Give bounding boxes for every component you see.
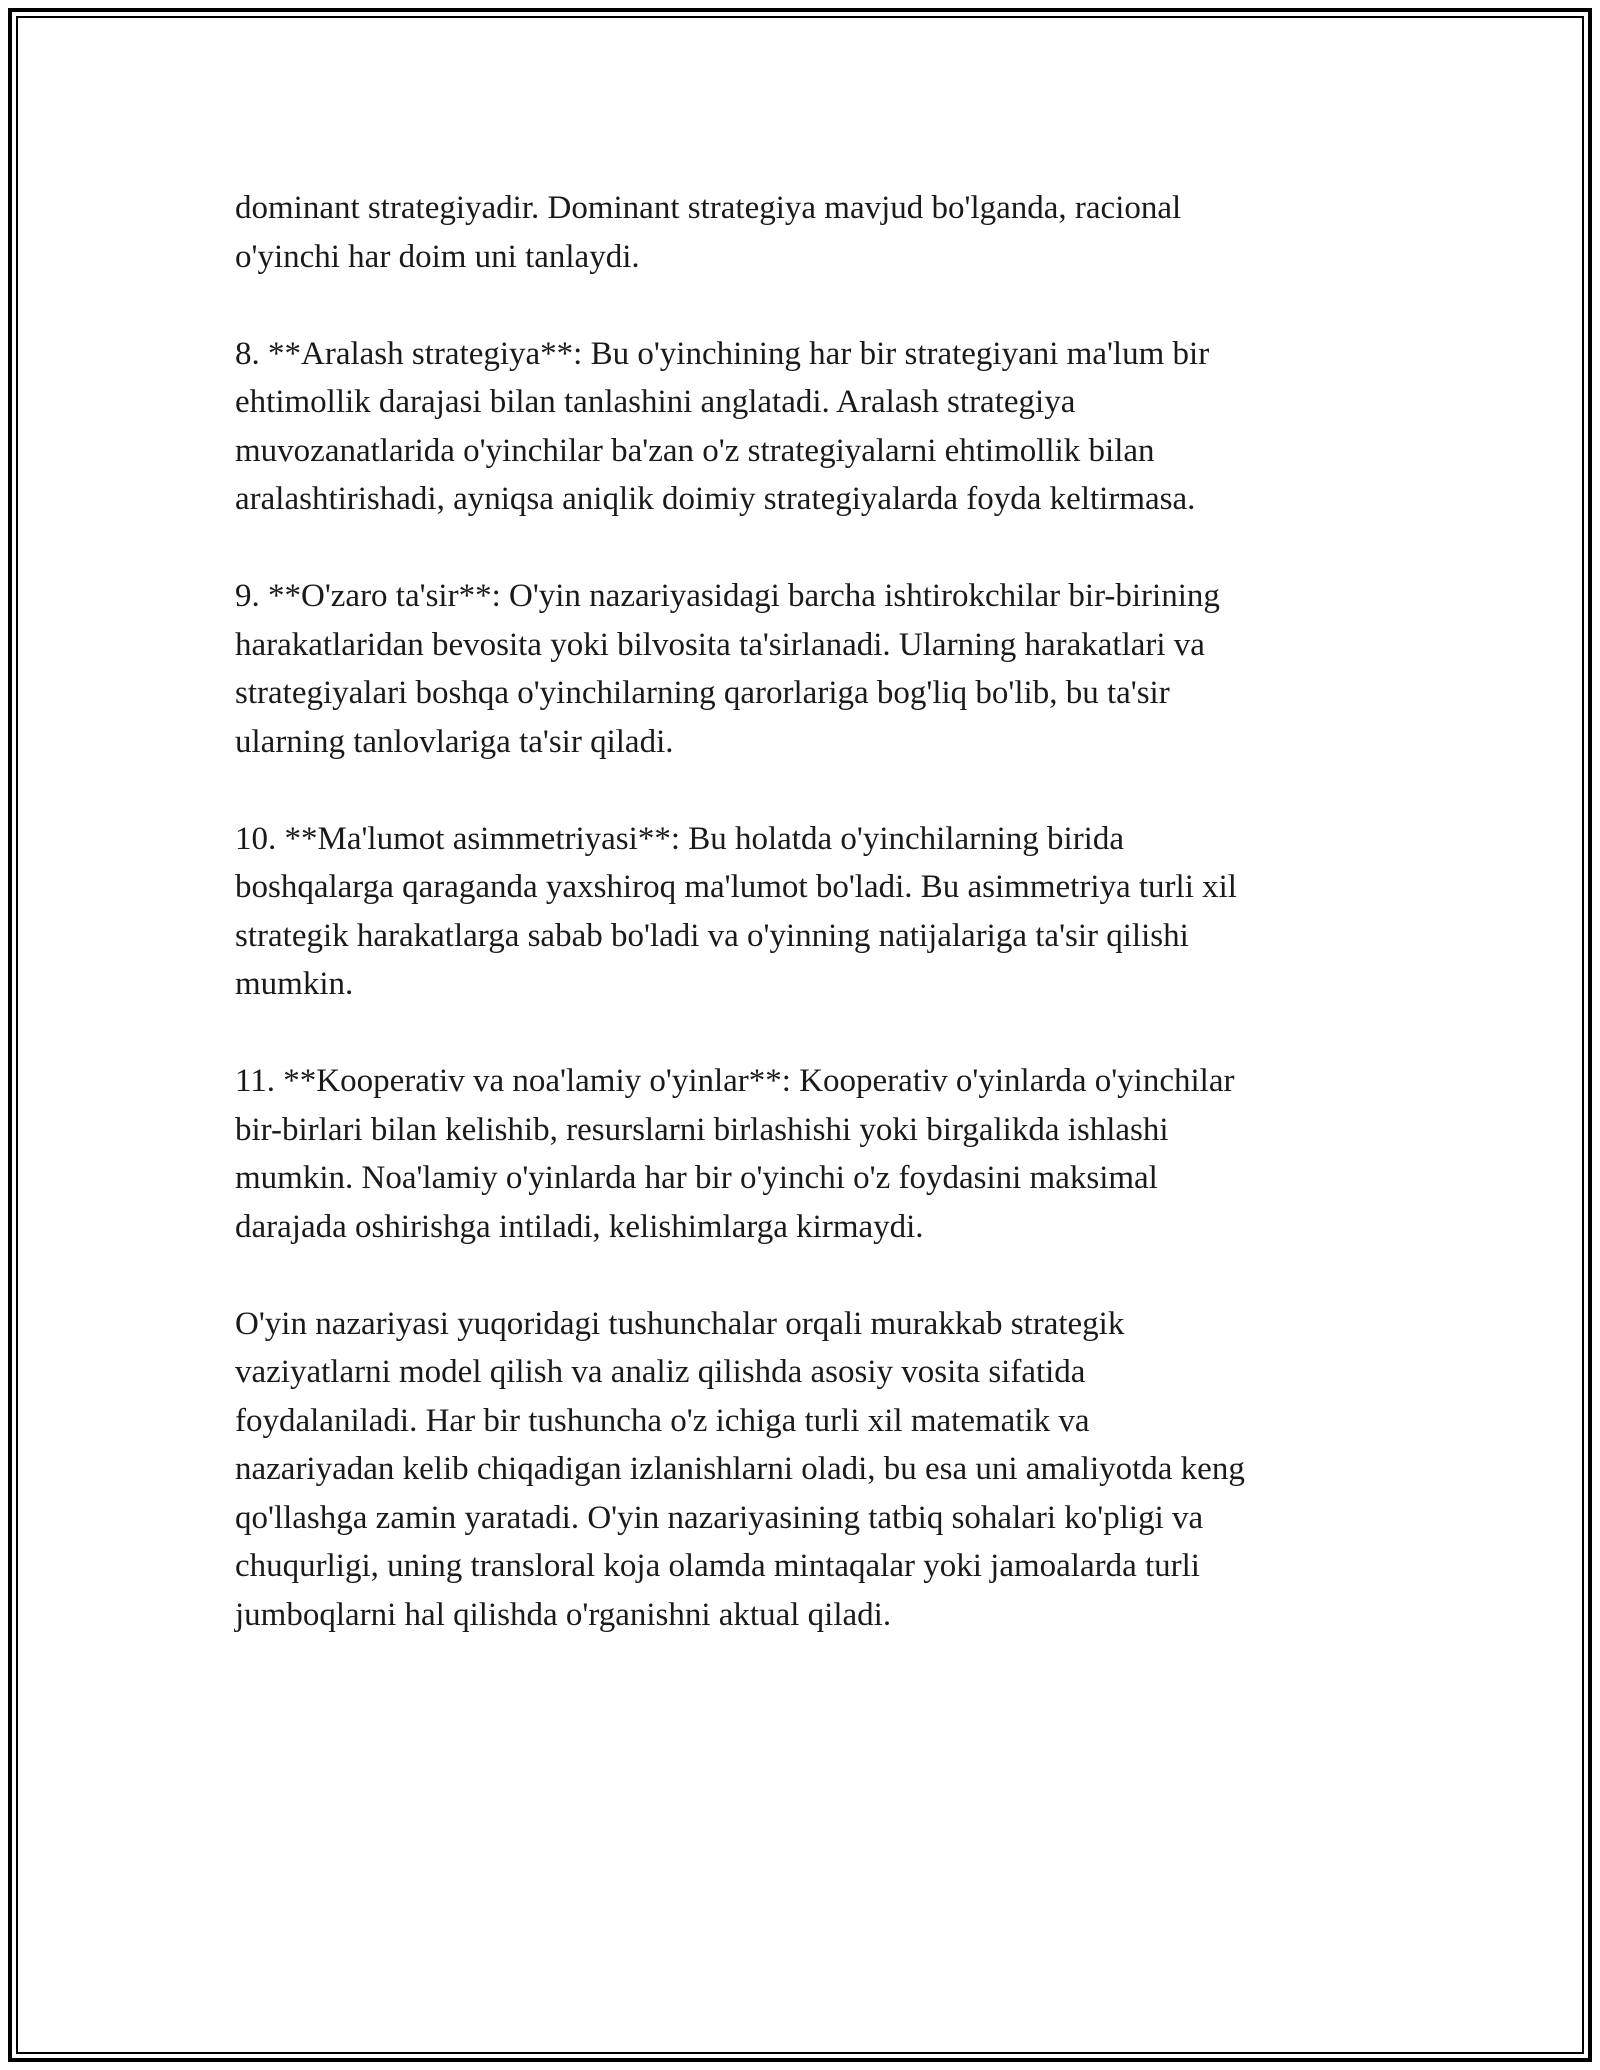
text-line: muvozanatlarida o'yinchilar ba'zan o'z strategiyalarni ehtimollik bilan — [235, 432, 1155, 469]
text-line: nazariyadan kelib chiqadigan izlanishlarni oladi, bu esa uni amaliyotda keng — [235, 1451, 1245, 1487]
text-line: foydalaniladi. Har bir tushuncha o'z ichiga turli xil matematik va — [235, 1402, 1090, 1439]
text-line: strategik harakatlarga sabab bo'ladi va o'yinning natijalariga ta'sir qilishi — [235, 917, 1189, 954]
text-line: chuqurligi, uning transloral koja olamda mintaqalar yoki jamoalarda turli — [235, 1548, 1200, 1584]
text-line: 11. **Kooperativ va noa'lamiy o'yinlar**: Kooperativ o'yinlarda o'yinchilar — [235, 1063, 1235, 1099]
text-line: harakatlaridan bevosita yoki bilvosita ta'sirlanadi. Ularning harakatlari va — [235, 626, 1205, 663]
paragraph-cooperative-games — [235, 1057, 1385, 1251]
text-line: vaziyatlarni model qilish va analiz qilishda asosiy vosita sifatida — [235, 1354, 1086, 1390]
paragraph-interaction — [235, 572, 1385, 766]
text-line: 8. **Aralash strategiya**: Bu o'yinchining har bir strategiyani ma'lum bir — [235, 335, 1210, 372]
document-body — [235, 184, 1385, 1688]
text-line: boshqalarga qaraganda yaxshiroq ma'lumot bo'ladi. Bu asimmetriya turli xil — [235, 869, 1237, 905]
text-line: bir-birlari bilan kelishib, resurslarni birlashishi yoki birgalikda ishlashi — [235, 1111, 1169, 1148]
paragraph-information-asymmetry — [235, 815, 1385, 1009]
text-line: mumkin. — [235, 966, 354, 1002]
text-line: o'yinchi har doim uni tanlaydi. — [235, 238, 640, 275]
paragraph-dominant-strategy — [235, 184, 1385, 281]
text-line: mumkin. Noa'lamiy o'yinlarda har bir o'yinchi o'z foydasini maksimal — [235, 1160, 1158, 1196]
paragraph-mixed-strategy — [235, 330, 1385, 524]
text-line: aralashtirishadi, ayniqsa aniqlik doimiy strategiyalarda foyda keltirmasa. — [235, 481, 1196, 517]
text-line: ehtimollik darajasi bilan tanlashini anglatadi. Aralash strategiya — [235, 384, 1076, 420]
text-line: 9. **O'zaro ta'sir**: O'yin nazariyasidagi barcha ishtirokchilar bir-birining — [235, 578, 1220, 614]
text-line: 10. **Ma'lumot asimmetriyasi**: Bu holatda o'yinchilarning birida — [235, 820, 1125, 857]
text-line: strategiyalari boshqa o'yinchilarning qarorlariga bog'liq bo'lib, bu ta'sir — [235, 675, 1170, 711]
text-line: darajada oshirishga intiladi, kelishimlarga kirmaydi. — [235, 1208, 924, 1245]
text-line: dominant strategiyadir. Dominant strategiya mavjud bo'lganda, racional — [235, 190, 1182, 226]
text-line: ularning tanlovlariga ta'sir qiladi. — [235, 723, 674, 760]
text-line: qo'llashga zamin yaratadi. O'yin nazariyasining tatbiq sohalari ko'pligi va — [235, 1499, 1204, 1536]
text-line: O'yin nazariyasi yuqoridagi tushunchalar orqali murakkab strategik — [235, 1305, 1125, 1342]
paragraph-conclusion — [235, 1300, 1385, 1640]
text-line: jumboqlarni hal qilishda o'rganishni aktual qiladi. — [235, 1596, 892, 1633]
